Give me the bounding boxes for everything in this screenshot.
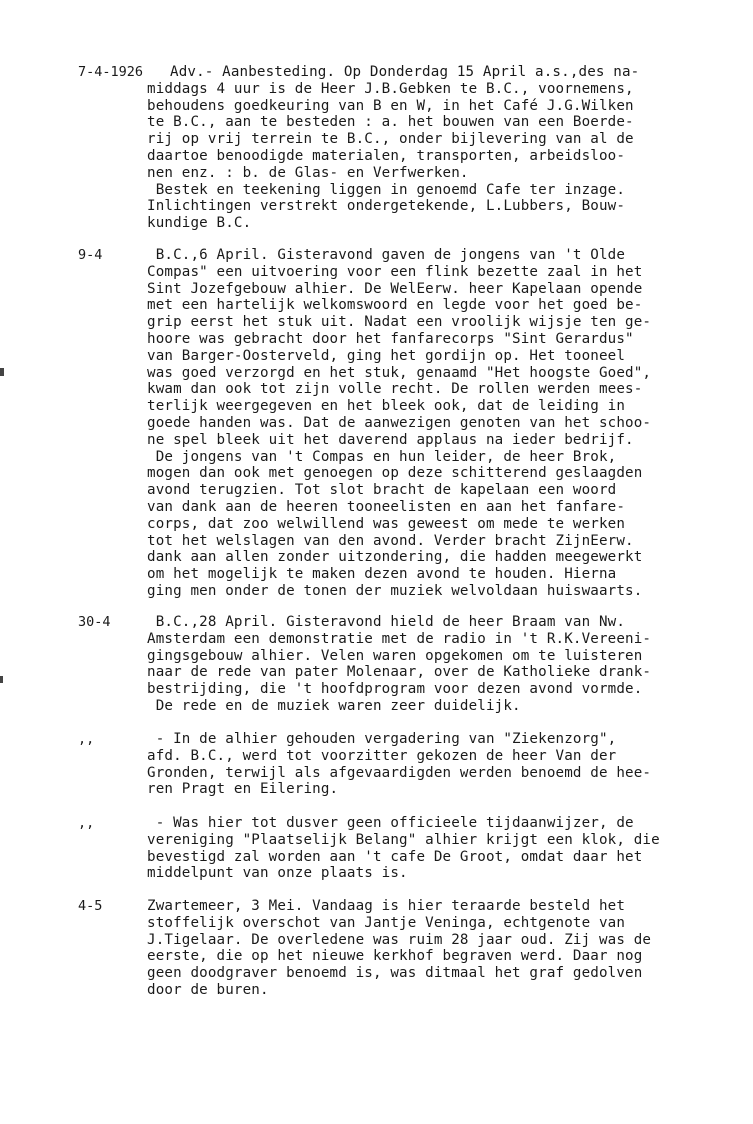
entry-line: nen enz. : b. de Glas- en Verfwerken. [147, 164, 469, 181]
entry-line: daartoe benoodigde materialen, transporten, arbeidsloo- [147, 148, 626, 164]
entry-line: Inlichtingen verstrekt ondergetekende, L.Lubbers, Bouw- [147, 198, 626, 215]
entry-line: bestrijding, die 't hoofdprogram voor dezen avond vormde. [147, 681, 643, 698]
entry-line: hoore was gebracht door het fanfarecorps "Sint Gerardus" [147, 331, 634, 347]
entry-line: grip eerst het stuk uit. Nadat een vroolijk wijsje ten ge- [147, 314, 652, 331]
entry-line: naar de rede van pater Molenaar, over de Katholieke drank- [147, 664, 652, 681]
entry-line: goede handen was. Dat de aanwezigen genoten van het schoo- [147, 415, 652, 431]
entry-line: geen doodgraver benoemd is, was ditmaal het graf gedolven [147, 965, 643, 982]
entry-line: van Barger-Oosterveld, ging het gordijn op. Het tooneel [147, 347, 626, 364]
entry-line: corps, dat zoo welwillend was geweest om mede te werken [147, 515, 626, 532]
entry-date: ,, [78, 815, 95, 831]
entry-line: van dank aan de heeren tooneelisten en aan het fanfare- [147, 499, 626, 515]
entry-line: vereniging "Plaatselijk Belang" alhier krijgt een klok, die [147, 831, 660, 848]
entry-line: eerste, die op het nieuwe kerkhof begraven werd. Daar nog [147, 948, 643, 965]
entry-line: kundige B.C. [147, 215, 252, 232]
entry-line: - In de alhier gehouden vergadering van "Ziekenzorg", [147, 731, 617, 747]
entry-line: De jongens van 't Compas en hun leider, de heer Brok, [147, 448, 617, 465]
entry-line: - Was hier tot dusver geen officieele tijdaanwijzer, de [147, 815, 634, 831]
entry-line: te B.C., aan te besteden : a. het bouwen van een Boerde- [147, 114, 634, 131]
entry-line: mogen dan ook met genoegen op deze schitterend geslaagden [147, 465, 643, 482]
entry-line: De rede en de muziek waren zeer duidelijk. [147, 698, 521, 714]
entry-line: was goed verzorgd en het stuk, genaamd "Het hoogste Goed", [147, 364, 652, 381]
entry-line: kwam dan ook tot zijn volle recht. De rollen werden mees- [147, 381, 643, 398]
entry-date: 7-4-1926 [78, 64, 144, 80]
entry-date: 9-4 [78, 247, 103, 263]
entry-line: Compas" een uitvoering voor een flink bezette zaal in het [147, 263, 643, 280]
entry-line: rij op vrij terrein te B.C., onder bijlevering van al de [147, 131, 634, 148]
scan-edge-mark [0, 368, 4, 376]
entry-line: Gronden, terwijl als afgevaardigden werden benoemd de hee- [147, 764, 652, 781]
entry-line: J.Tigelaar. De overledene was ruim 28 jaar oud. Zij was de [147, 931, 652, 948]
entry-line: ging men onder de tonen der muziek welvoldaan huiswaarts. [147, 583, 643, 599]
entry-line: middags 4 uur is de Heer J.B.Gebken te B.C., voornemens, [147, 80, 634, 97]
entry-line: B.C.,28 April. Gisteravond hield de heer Braam van Nw. [147, 614, 626, 630]
entry-line: Adv.- Aanbesteding. Op Donderdag 15 April a.s.,des na- [170, 64, 640, 80]
entry-line: ren Pragt en Eilering. [147, 781, 339, 798]
entry-date: 4-5 [78, 898, 103, 914]
entry-date: 30-4 [78, 614, 111, 630]
entry-line: gingsgebouw alhier. Velen waren opgekomen om te luisteren [147, 647, 643, 664]
scan-edge-mark [0, 676, 3, 683]
entry-line: stoffelijk overschot van Jantje Veninga, echtgenote van [147, 914, 626, 931]
entry-line: afd. B.C., werd tot voorzitter gekozen de heer Van der [147, 747, 617, 764]
entry-line: Zwartemeer, 3 Mei. Vandaag is hier teraarde besteld het [147, 898, 626, 914]
entry-line: met een hartelijk welkomswoord en legde voor het goed be- [147, 297, 643, 314]
entry-line: avond terugzien. Tot slot bracht de kapelaan een woord [147, 482, 617, 499]
entry-line: B.C.,6 April. Gisteravond gaven de jongens van 't Olde [147, 247, 626, 263]
entry-line: behoudens goedkeuring van B en W, in het Café J.G.Wilken [147, 97, 634, 114]
entry-line: terlijk weergegeven en het bleek ook, dat de leiding in [147, 398, 626, 415]
entry-line: tot het welslagen van den avond. Verder bracht ZijnEerw. [147, 532, 634, 549]
entry-line: ne spel bleek uit het daverend applaus na ieder bedrijf. [147, 431, 634, 448]
entry-line: Sint Jozefgebouw alhier. De WelEerw. heer Kapelaan opende [147, 280, 643, 297]
entry-line: Bestek en teekening liggen in genoemd Cafe ter inzage. [147, 181, 626, 198]
entry-line: bevestigd zal worden aan 't cafe De Groot, omdat daar het [147, 848, 643, 865]
entry-line: om het mogelijk te maken dezen avond te houden. Hierna [147, 566, 617, 583]
entry-line: Amsterdam een demonstratie met de radio in 't R.K.Vereeni- [147, 630, 652, 647]
entry-line: middelpunt van onze plaats is. [147, 865, 408, 882]
entry-line: dank aan allen zonder uitzondering, die hadden meegewerkt [147, 549, 643, 566]
entry-date: ,, [78, 731, 95, 747]
entry-line: door de buren. [147, 982, 269, 998]
